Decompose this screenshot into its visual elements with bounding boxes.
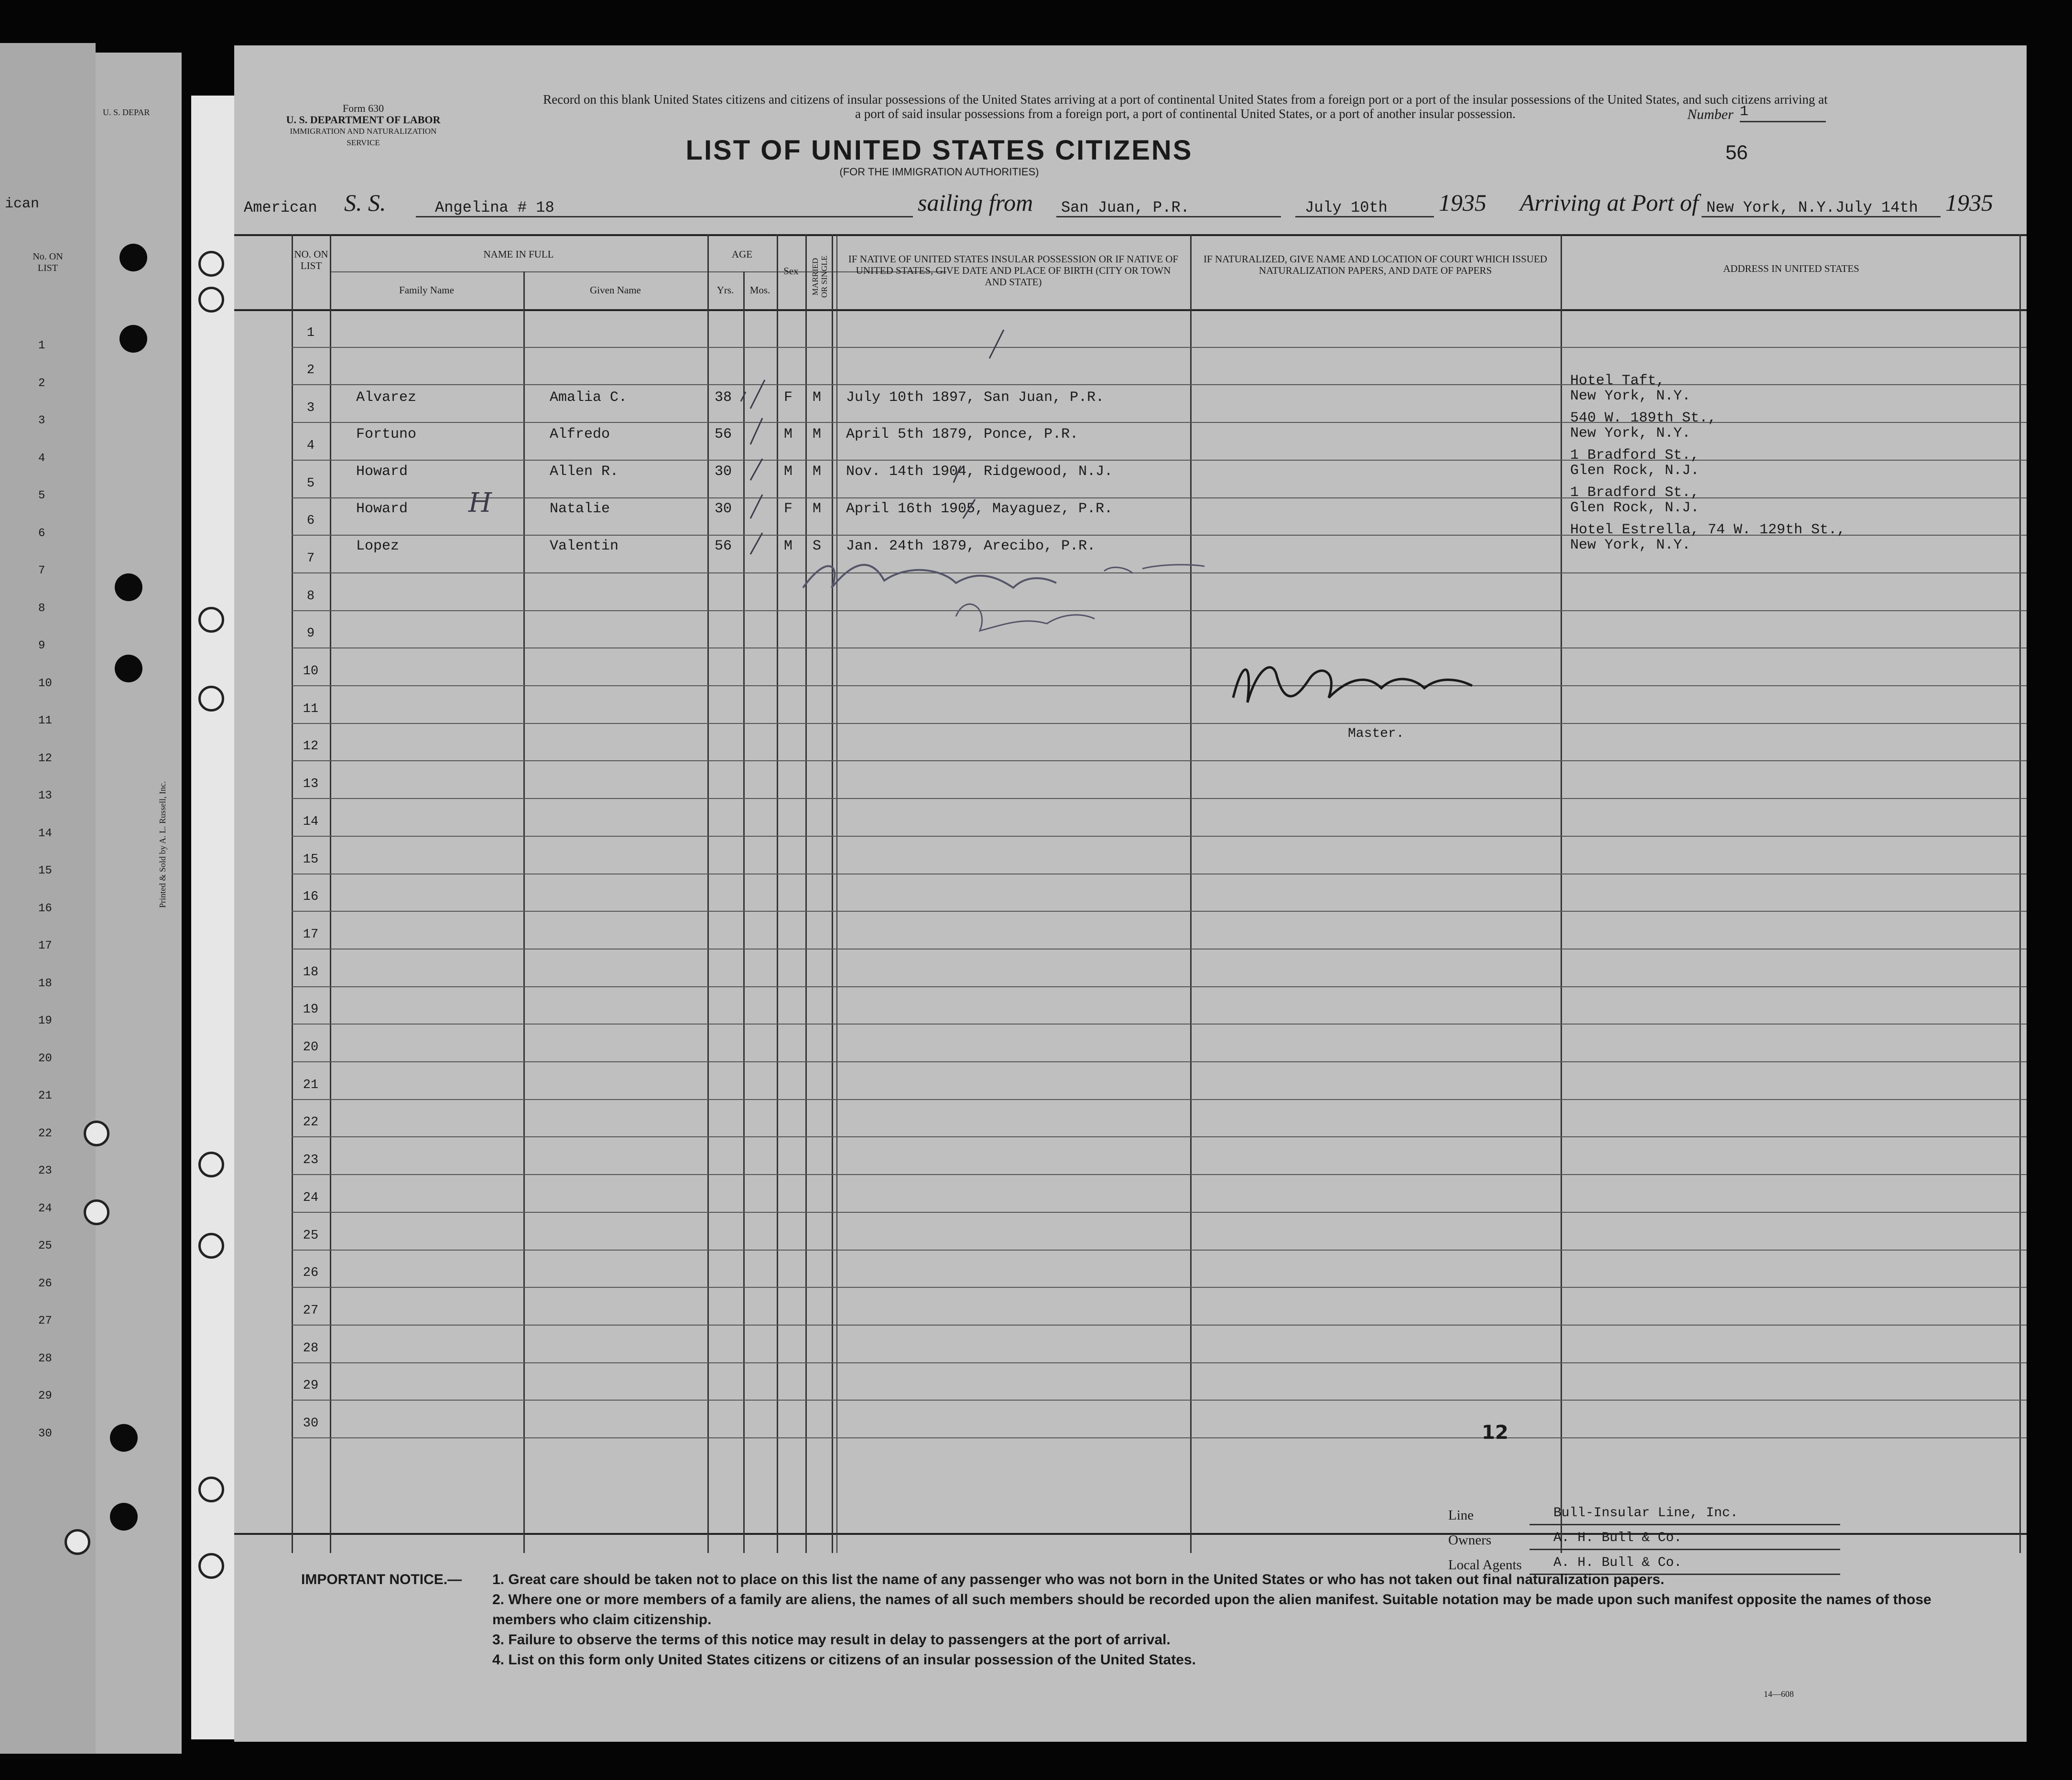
col-line — [523, 271, 525, 1553]
given-name: Natalie — [550, 501, 610, 517]
table-bottom-border — [234, 1533, 2027, 1535]
row-number: 2 — [306, 363, 315, 378]
birth-date-place: April 16th 1905, Mayaguez, P.R. — [846, 501, 1113, 517]
arrival-underline — [1702, 216, 1941, 217]
margin-mark: H — [468, 487, 492, 518]
punch-hole — [198, 607, 224, 633]
row-number: 18 — [303, 965, 319, 980]
vessel-nationality: American — [244, 199, 317, 216]
background-row-number: 11 — [38, 714, 52, 727]
column-header-naturalized: IF NATURALIZED, GIVE NAME AND LOCATION OF COURT WHICH ISSUED NATURALIZATION PAPERS, AND DATE OF PAPERS — [1204, 253, 1547, 276]
column-header-age: AGE — [731, 248, 753, 260]
inspector-signature — [798, 535, 1209, 659]
given-name: Alfredo — [550, 426, 610, 442]
notice-item: 1. Great care should be taken not to place on this list the name of any passenger who was not born in the United States or who has not taken out final naturalization papers. — [492, 1572, 1665, 1587]
background-row-number: 28 — [38, 1352, 52, 1365]
ss-label: S. S. — [344, 189, 386, 216]
row-number: 11 — [303, 701, 319, 716]
age-years: 56 — [715, 538, 732, 554]
col-line — [707, 234, 709, 1553]
row-divider — [292, 1099, 2027, 1100]
sailing-label: sailing from — [918, 189, 1033, 216]
print-code: 14—608 — [1764, 1689, 1794, 1699]
row-number: 14 — [303, 814, 319, 829]
marital-status: M — [813, 464, 822, 480]
background-row-number: 10 — [38, 677, 52, 690]
column-header-given-name: Given Name — [590, 284, 641, 296]
background-row-number: 18 — [38, 977, 52, 990]
address-line-1: 1 Bradford St., — [1570, 447, 1700, 464]
column-header-sex: Sex — [783, 265, 799, 277]
arrival-date: July 14th — [1835, 199, 1918, 216]
background-page-far-left — [0, 43, 96, 1754]
background-row-number: 17 — [38, 939, 52, 952]
punch-hole — [198, 287, 224, 313]
background-row-number: 22 — [38, 1127, 52, 1140]
notice-label: IMPORTANT NOTICE.— — [301, 1572, 462, 1587]
age-years: 38 — [715, 389, 732, 406]
age-years: 56 — [715, 426, 732, 442]
punch-hole — [115, 655, 142, 682]
background-row-number: 8 — [38, 602, 45, 615]
form-instructions: Record on this blank United States citizens and citizens of insular possessions of the United States arriving at a port of continental United States from a foreign port or a port of the insular possessions of the United States, and such citizens arriving at a port of said insular possessions from a foreign port, a port of continental United States, or a port of another insular possession. — [543, 92, 1828, 121]
departure-year: 1935 — [1439, 189, 1486, 216]
background-row-number: 13 — [38, 789, 52, 802]
row-number: 1 — [306, 325, 315, 340]
row-number: 19 — [303, 1003, 319, 1017]
birth-date-place: April 5th 1879, Ponce, P.R. — [846, 426, 1079, 442]
punch-hole — [115, 573, 142, 601]
address-line-2: New York, N.Y. — [1570, 425, 1691, 442]
punch-hole — [110, 1503, 138, 1531]
row-number: 10 — [303, 664, 319, 679]
sex: M — [784, 464, 793, 480]
background-row-number: 15 — [38, 864, 52, 877]
line-label: Line — [1448, 1508, 1474, 1523]
local-agents-value: A. H. Bull & Co. — [1553, 1555, 1682, 1570]
punch-hole — [84, 1121, 109, 1146]
row-divider — [292, 911, 2027, 912]
col-line — [292, 234, 293, 1553]
row-divider — [292, 1061, 2027, 1062]
tick-marks — [736, 330, 1032, 569]
number-label: Number — [1687, 107, 1734, 122]
background-row-number: 2 — [38, 377, 45, 390]
background-mid-header: U. S. DEPAR — [103, 108, 150, 117]
background-row-number: 3 — [38, 414, 45, 427]
row-divider — [292, 460, 2027, 461]
table-top-border — [234, 234, 2027, 236]
address-line-2: New York, N.Y. — [1570, 388, 1691, 404]
vessel-underline — [416, 216, 913, 217]
row-number: 29 — [303, 1379, 319, 1393]
background-column-header: No. ON LIST — [33, 251, 63, 273]
column-header-address: ADDRESS IN UNITED STATES — [1723, 263, 1859, 274]
row-number: 28 — [303, 1341, 319, 1356]
number-value: 1 — [1740, 104, 1749, 120]
row-divider — [292, 1024, 2027, 1025]
row-number: 23 — [303, 1153, 319, 1168]
punch-hole — [110, 1424, 138, 1452]
notice-item: 2. Where one or more members of a family are aliens, the names of all such members should be recorded upon the alien manifest. Suitable notation may be made upon such manifest opposite the names of those members who claim citizenship. — [492, 1592, 1931, 1628]
row-divider — [292, 685, 2027, 686]
punch-hole — [198, 1553, 224, 1579]
row-divider — [292, 1437, 2027, 1438]
row-divider — [292, 760, 2027, 761]
marital-status: S — [813, 538, 822, 554]
background-row-number: 1 — [38, 339, 45, 352]
background-row-number: 6 — [38, 527, 45, 540]
row-number: 20 — [303, 1040, 319, 1055]
marital-status: M — [813, 501, 822, 517]
form-number: Form 630 — [342, 102, 384, 114]
punch-hole — [198, 686, 224, 712]
row-number: 4 — [306, 438, 315, 453]
background-row-number: 23 — [38, 1165, 52, 1177]
manifest-sheet — [234, 45, 2027, 1742]
row-divider — [292, 1212, 2027, 1213]
departure-date-underline — [1295, 216, 1434, 217]
row-number: 6 — [306, 514, 315, 529]
family-name: Fortuno — [356, 426, 417, 442]
manifest-table — [234, 234, 2027, 1553]
departure-port: San Juan, P.R. — [1061, 199, 1190, 216]
col-line — [1561, 234, 1562, 1553]
row-number: 7 — [306, 551, 315, 566]
address-line-2: New York, N.Y. — [1570, 537, 1691, 553]
voyage-line — [244, 189, 2022, 219]
column-header-birth: IF NATIVE OF UNITED STATES INSULAR POSSESSION OR IF NATIVE OF UNITED STATES, GIVE DATE AND PLACE OF BIRTH (CITY OR TOWN AND STATE) — [848, 253, 1179, 288]
row-divider — [292, 1325, 2027, 1326]
birth-date-place: Nov. 14th 1904, Ridgewood, N.J. — [846, 464, 1113, 480]
background-page-second — [96, 53, 182, 1754]
row-divider — [292, 798, 2027, 799]
local-agents-label: Local Agents — [1448, 1557, 1522, 1573]
row-divider — [292, 384, 2027, 385]
owners-underline — [1530, 1549, 1840, 1550]
header-bottom-border — [234, 309, 2027, 311]
row-divider — [292, 1362, 2027, 1363]
row-number: 21 — [303, 1078, 319, 1092]
row-divider — [292, 1136, 2027, 1137]
sex: F — [784, 389, 793, 406]
vessel-name: Angelina # 18 — [435, 199, 554, 216]
age-years: 30 — [715, 464, 732, 480]
arrival-port: New York, N.Y. — [1706, 199, 1835, 216]
age-years: 30 — [715, 501, 732, 517]
birth-date-place: July 10th 1897, San Juan, P.R. — [846, 389, 1105, 406]
page-number: 56 — [1725, 141, 1748, 163]
background-row-number: 16 — [38, 902, 52, 915]
address-line-1: Hotel Taft, — [1570, 373, 1665, 389]
row-divider — [292, 1400, 2027, 1401]
notice-item: 4. List on this form only United States citizens or citizens of an insular possession of the United States. — [492, 1652, 1196, 1668]
row-divider — [292, 1250, 2027, 1251]
row-number: 9 — [306, 626, 315, 641]
column-header-yrs: Yrs. — [716, 284, 734, 296]
col-line — [2019, 234, 2021, 1553]
row-number: 26 — [303, 1266, 319, 1281]
sheet-count: 12 — [1482, 1422, 1508, 1444]
given-name: Amalia C. — [550, 389, 628, 406]
row-divider — [292, 1287, 2027, 1288]
service-name: IMMIGRATION AND NATURALIZATION SERVICE — [290, 127, 437, 147]
address-line-1: Hotel Estrella, 74 W. 129th St., — [1570, 522, 1846, 538]
row-divider — [292, 1174, 2027, 1175]
row-number: 17 — [303, 927, 319, 942]
owners-label: Owners — [1448, 1532, 1492, 1548]
row-number: 12 — [303, 739, 319, 754]
document-subtitle: (FOR THE IMMIGRATION AUTHORITIES) — [839, 166, 1039, 178]
punch-hole — [119, 244, 147, 271]
address-line-2: Glen Rock, N.J. — [1570, 500, 1700, 516]
departure-port-underline — [1056, 216, 1281, 217]
arriving-label: Arriving at Port of — [1520, 189, 1699, 216]
background-row-number: 20 — [38, 1052, 52, 1065]
column-header-family-name: Family Name — [399, 284, 454, 296]
background-row-number: 7 — [38, 564, 45, 577]
background-row-number: 5 — [38, 489, 45, 502]
row-number: 13 — [303, 777, 319, 792]
departure-date: July 10th — [1305, 199, 1388, 216]
number-underline — [1740, 121, 1826, 122]
punch-hole — [84, 1199, 109, 1225]
punch-hole — [119, 325, 147, 353]
given-name: Allen R. — [550, 464, 619, 480]
background-row-number: 30 — [38, 1427, 52, 1440]
background-edge-word: ican — [5, 196, 40, 212]
owners-value: A. H. Bull & Co. — [1553, 1531, 1682, 1545]
row-number: 3 — [306, 401, 315, 416]
background-row-number: 9 — [38, 639, 45, 652]
family-name: Howard — [356, 501, 408, 517]
address-line-2: Glen Rock, N.J. — [1570, 463, 1700, 479]
background-row-number: 4 — [38, 452, 45, 465]
given-name: Valentin — [550, 538, 619, 554]
family-name: Howard — [356, 464, 408, 480]
sex: M — [784, 426, 793, 442]
column-header-no: NO. ON LIST — [294, 248, 328, 271]
col-line — [1190, 234, 1192, 1553]
punch-hole — [198, 251, 224, 277]
row-number: 27 — [303, 1303, 319, 1318]
row-divider — [292, 986, 2027, 987]
address-line-1: 540 W. 189th St., — [1570, 410, 1717, 426]
row-number: 15 — [303, 852, 319, 867]
notice-item: 3. Failure to observe the terms of this notice may result in delay to passengers at the port of arrival. — [492, 1632, 1171, 1648]
row-divider — [292, 836, 2027, 837]
notice-items — [492, 1570, 1998, 1670]
address-line-1: 1 Bradford St., — [1570, 485, 1700, 501]
column-header-mos: Mos. — [749, 284, 770, 296]
line-underline — [1530, 1524, 1840, 1525]
background-row-number: 19 — [38, 1014, 52, 1027]
row-number: 16 — [303, 890, 319, 905]
arrival-year: 1935 — [1945, 189, 1993, 216]
row-divider — [292, 723, 2027, 724]
row-divider — [292, 347, 2027, 348]
row-number: 25 — [303, 1228, 319, 1243]
row-number: 30 — [303, 1416, 319, 1431]
column-header-married: MARRIED OR SINGLE — [811, 255, 829, 298]
line-value: Bull-Insular Line, Inc. — [1553, 1506, 1738, 1521]
background-row-number: 27 — [38, 1315, 52, 1327]
row-divider — [292, 422, 2027, 423]
document-title: LIST OF UNITED STATES CITIZENS — [685, 135, 1193, 166]
master-signature — [1224, 640, 1491, 726]
punch-hole — [198, 1477, 224, 1502]
birth-date-place: Jan. 24th 1879, Arecibo, P.R. — [846, 538, 1096, 554]
background-row-number: 26 — [38, 1277, 52, 1290]
col-line — [330, 234, 331, 1553]
background-row-number: 25 — [38, 1240, 52, 1252]
punch-hole — [198, 1152, 224, 1177]
row-number: 8 — [306, 589, 315, 604]
background-printer-mark: Printed & Sold by A. L. Russell, Inc. — [158, 781, 167, 908]
row-number: 24 — [303, 1190, 319, 1205]
background-row-number: 14 — [38, 827, 52, 840]
background-row-number: 24 — [38, 1202, 52, 1215]
family-name: Lopez — [356, 538, 400, 554]
row-number: 22 — [303, 1115, 319, 1130]
sex: F — [784, 501, 793, 517]
family-name: Alvarez — [356, 389, 417, 406]
background-row-number: 21 — [38, 1090, 52, 1102]
master-label: Master. — [1348, 726, 1404, 741]
sex: M — [784, 538, 793, 554]
punch-hole — [198, 1233, 224, 1259]
marital-status: M — [813, 426, 822, 442]
punch-hole — [65, 1529, 90, 1555]
column-header-name-in-full: NAME IN FULL — [483, 248, 554, 260]
row-number: 5 — [306, 476, 315, 491]
marital-status: M — [813, 389, 822, 406]
background-row-number: 29 — [38, 1390, 52, 1402]
department-name: U. S. DEPARTMENT OF LABOR — [286, 114, 441, 126]
background-row-number: 12 — [38, 752, 52, 765]
row-divider — [292, 497, 2027, 498]
